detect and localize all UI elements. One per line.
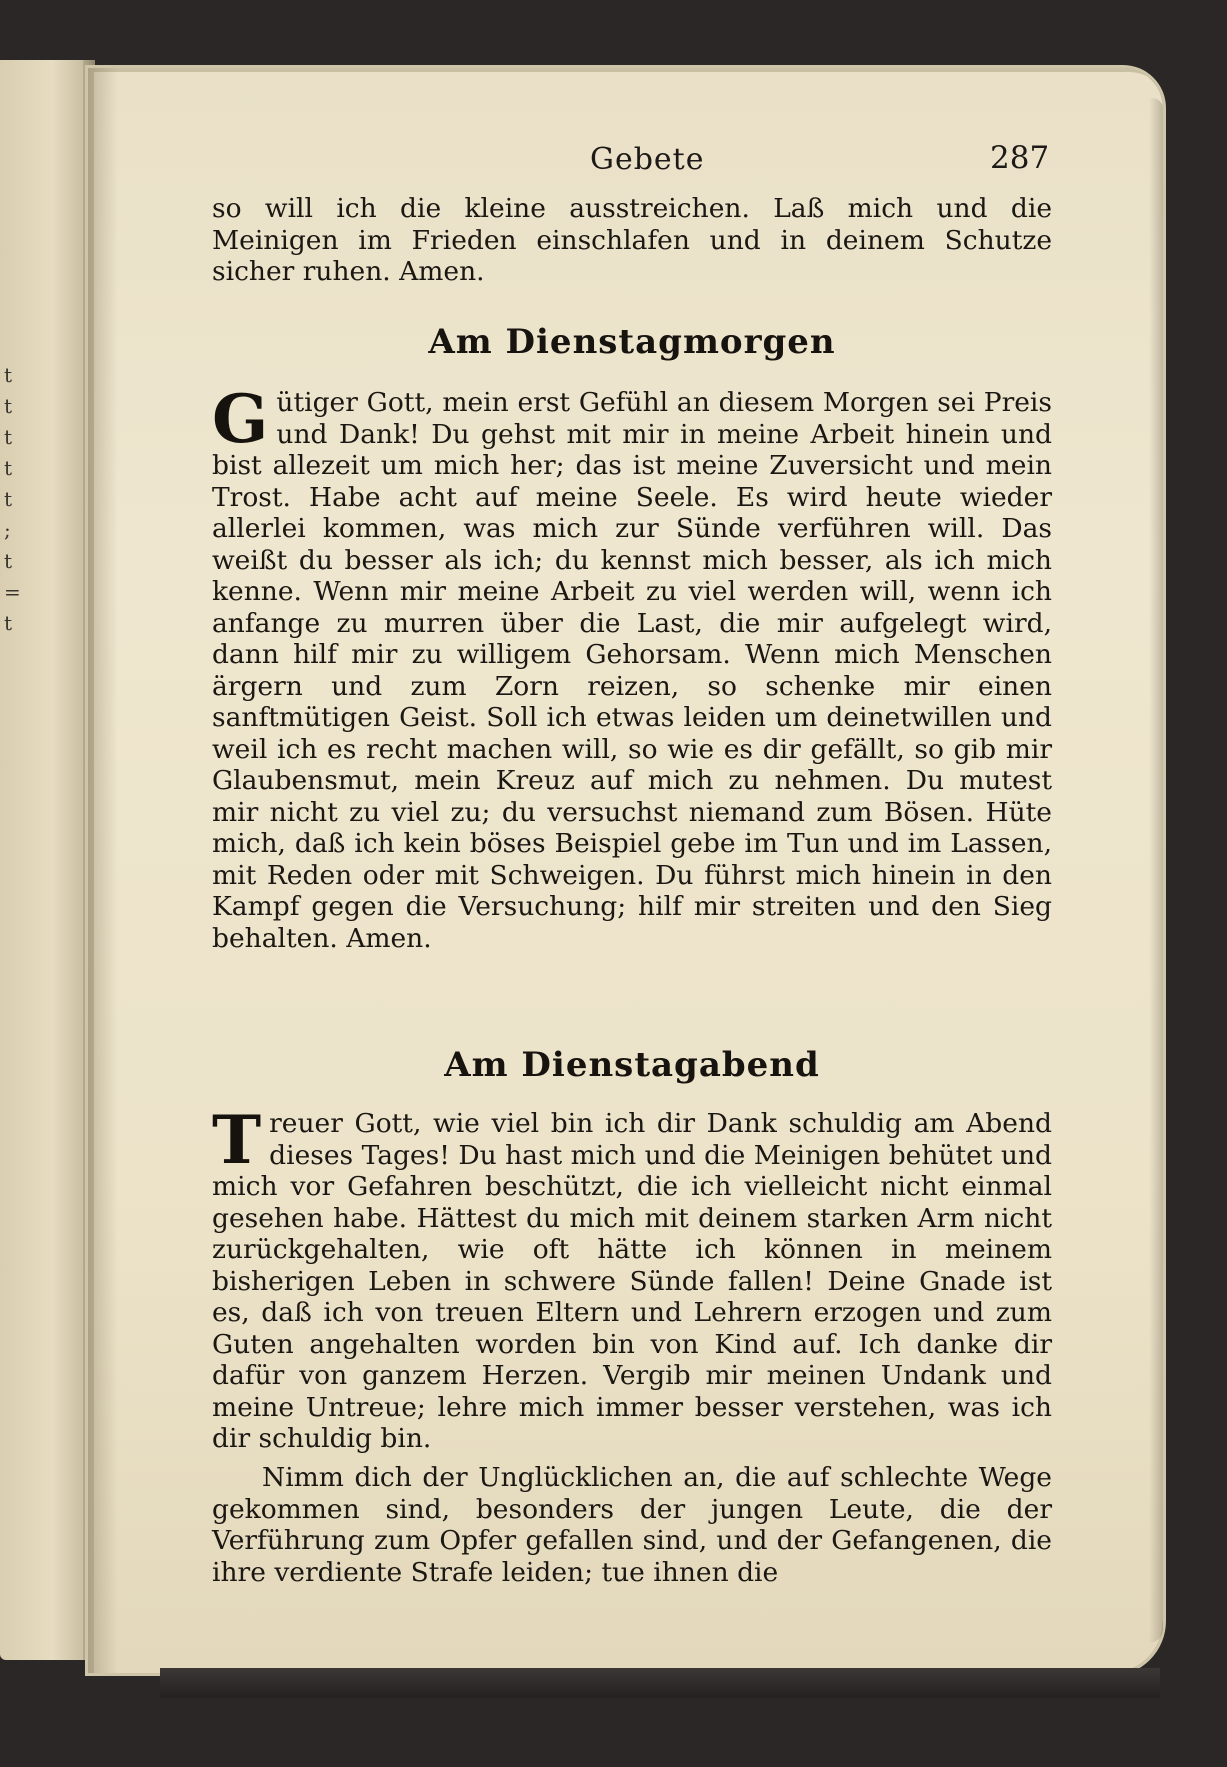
drop-cap: G	[212, 380, 269, 458]
book-cover-edge	[160, 1668, 1160, 1698]
page-number: 287	[990, 140, 1050, 176]
paragraph-text: ütiger Gott, mein erst Gefühl an diesem Morgen sei Preis und Dank! Du gehst mit mir in meine Arbeit hinein und bist allezeit um mich her; das ist meine Zuversicht und mein Trost. Habe acht auf meine Seele. Es wird heute wieder allerlei kommen, was mich zur Sünde verführen will. Das weißt du besser als ich; du kennst mich besser, als ich mich kenne. Wenn mir meine Arbeit zu viel werden will, wenn ich anfange zu murren über die Last, die mir aufgelegt wird, dann hilf mir zu willigem Gehorsam. Wenn mich Menschen ärgern und zum Zorn reizen, so schenke mir einen sanftmütigen Geist. Soll ich etwas leiden um deinetwillen und weil ich es recht machen will, so wie es dir gefällt, so gib mir Glaubensmut, mein Kreuz auf mich zu nehmen. Du mutest mir nicht zu viel zu; du versuchst niemand zum Bösen. Hüte mich, daß ich kein böses Beispiel gebe im Tun und im Lassen, mit Reden oder mit Schweigen. Du führst mich hinein in den Kampf gegen die Versuchung; hilf mir streiten und den Sieg behalten. Amen.	[212, 387, 1052, 954]
prayer-dienstagmorgen	[212, 380, 1052, 954]
margin-mark: t	[4, 456, 13, 480]
drop-cap: T	[212, 1101, 262, 1179]
section-heading-dienstagabend: Am Dienstagabend	[444, 1045, 820, 1085]
paragraph-text: so will ich die kleine ausstreichen. Laß mich und die Meinigen im Frieden einschlafen und in deinem Schutze sicher ruhen. Amen.	[212, 193, 1052, 287]
margin-mark: t	[4, 394, 13, 418]
spine-shadow	[88, 68, 118, 1673]
left-page	[0, 60, 95, 1660]
margin-mark: t	[4, 363, 13, 387]
continued-paragraph	[212, 193, 1052, 288]
running-head: Gebete	[590, 142, 705, 177]
paragraph-text: reuer Gott, wie viel bin ich dir Dank schuldig am Abend dieses Tages! Du hast mich und die Meinigen behütet und mich vor Gefahren beschützt, die ich vielleicht nicht einmal gesehen habe. Hättest du mich mit deinem starken Arm nicht zurückgehalten, wie oft hätte ich können in meinem bisherigen Leben in schwere Sünde fallen! Deine Gnade ist es, daß ich von treuen Eltern und Lehrern erzogen und zum Guten angehalten worden bin von Kind auf. Ich danke dir dafür von ganzem Herzen. Vergib mir meinen Undank und meine Untreue; lehre mich immer besser verstehen, was ich dir schuldig bin.	[212, 1108, 1052, 1454]
prayer-dienstagabend	[212, 1101, 1052, 1455]
margin-mark: =	[4, 580, 21, 604]
paragraph-text: Nimm dich der Unglücklichen an, die auf schlechte Wege gekommen sind, besonders der jungen Leute, die der Verführung zum Opfer gefallen sind, und der Gefangenen, die ihre verdiente Strafe leiden; tue ihnen die	[212, 1462, 1052, 1588]
margin-mark: t	[4, 611, 13, 635]
margin-mark: ;	[4, 518, 11, 542]
prayer-dienstagabend-continued	[212, 1462, 1052, 1588]
margin-mark: t	[4, 487, 13, 511]
margin-mark: t	[4, 549, 13, 573]
section-heading-dienstagmorgen: Am Dienstagmorgen	[428, 322, 836, 362]
left-page-margin-marks	[4, 360, 20, 639]
margin-mark: t	[4, 425, 13, 449]
